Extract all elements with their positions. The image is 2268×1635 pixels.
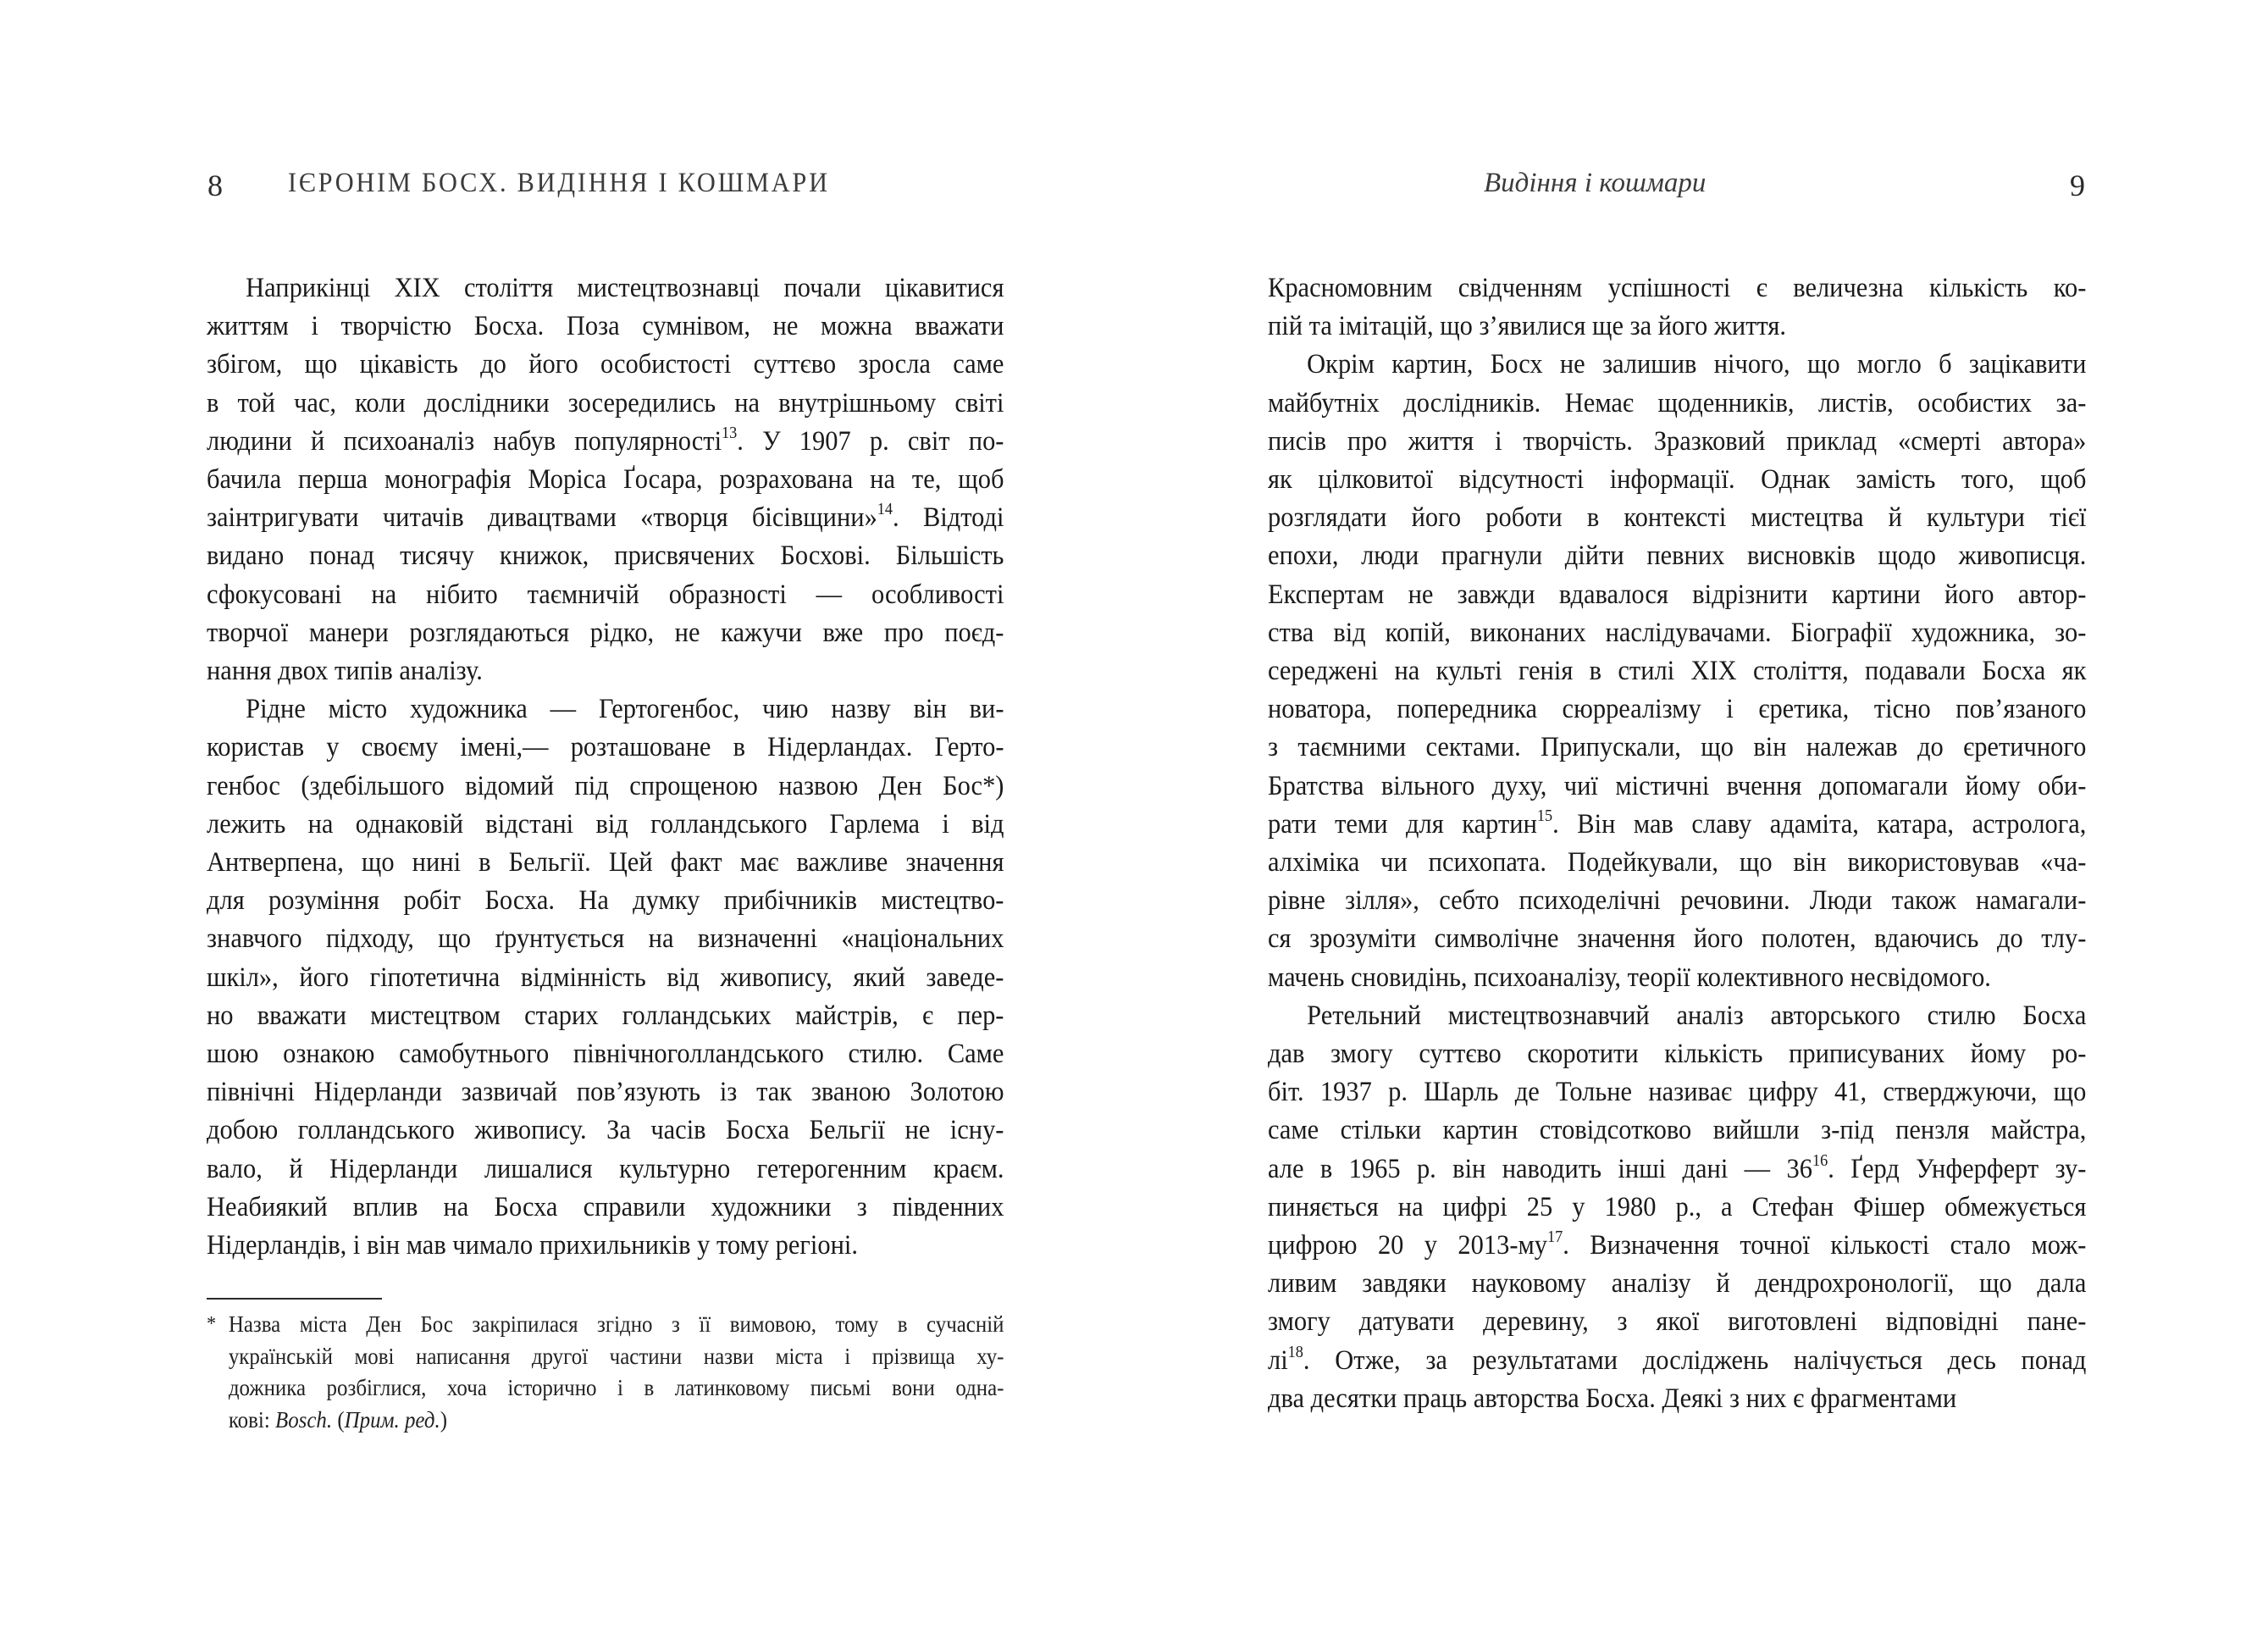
text-segment: людини й психоаналіз набув популярності xyxy=(207,425,722,457)
editor-note: Прим. ред. xyxy=(344,1406,440,1433)
text-line: Нідерландів, і він мав чимало прихильників у тому регіоні. xyxy=(207,1230,858,1261)
text-line: Ретельний мистецтвознавчий аналіз авторського стилю Босха xyxy=(1307,1000,2087,1031)
text-line: Красномовним свідченням успішності є величезна кількість ко- xyxy=(1268,273,2087,303)
paragraph xyxy=(1268,269,2086,346)
text-segment: заінтригувати читачів дивацтвами «творця бісівщини» xyxy=(207,502,877,534)
text-line: епохи, люди прагнули дійти певних висновків щодо живописця. xyxy=(1268,540,2087,572)
text-line: саме стільки картин стовідсотково вийшли з-під пензля майстра, xyxy=(1268,1115,2087,1146)
paragraph xyxy=(1268,997,2086,1418)
text-line xyxy=(1268,806,2086,844)
text-line: два десятки праць авторства Босха. Деякі з них є фрагментами xyxy=(1268,1383,1957,1414)
right-page xyxy=(1134,0,2268,1635)
text-line: генбос (здебільшого відомий під спрощеною назвою Ден Бос*) xyxy=(207,770,1004,801)
text-line: рівне зілля», себто психоделічні речовини. Люди також намагали- xyxy=(1268,885,2087,917)
endnote-reference[interactable]: 15 xyxy=(1536,806,1553,825)
footnote-line: дожника розбіглися, хоча історично і в латинковому письмі вони одна- xyxy=(228,1375,1004,1400)
running-head: Видіння і кошмари xyxy=(1484,168,1707,198)
text-line: но вважати мистецтвом старих голландських майстрів, є пер- xyxy=(207,1000,1004,1031)
text-line: збігом, що цікавість до його особистості суттєво зросла саме xyxy=(207,349,1004,380)
footnote-text xyxy=(229,1309,1004,1436)
paragraph xyxy=(207,269,1004,690)
text-line: пиняється на цифрі 25 у 1980 р., а Стефан Фішер обмежується xyxy=(1268,1191,2087,1222)
text-segment: але в 1965 р. він наводить інші дані — 36 xyxy=(1268,1153,1812,1184)
text-line: бачила перша монографія Моріса Ґосара, розрахована на те, щоб xyxy=(207,464,1004,496)
text-segment: . У 1907 р. світ по- xyxy=(737,425,1004,457)
text-segment: . Відтоді xyxy=(893,502,1004,534)
text-line xyxy=(1268,1150,2086,1189)
text-line: для розуміння робіт Босха. На думку прибічників мистецтво- xyxy=(207,885,1004,917)
text-line: Братства вільного духу, чиї містичні вчення допомагали йому оби- xyxy=(1268,770,2087,801)
text-segment: . Отже, за результатами досліджень налічується десь понад xyxy=(1303,1344,2087,1376)
body-text xyxy=(207,269,1004,1265)
endnote-reference[interactable]: 17 xyxy=(1546,1228,1563,1247)
text-line: дав змогу суттєво скоротити кількість приписуваних йому ро- xyxy=(1268,1039,2087,1070)
text-line: як цілковитої відсутності інформації. Однак замість того, щоб xyxy=(1268,464,2087,496)
page-number: 9 xyxy=(2070,169,2085,202)
text-line: північні Нідерланди зазвичай пов’язують із так званою Золотою xyxy=(207,1077,1004,1108)
text-line: користав у своєму імені,— розташоване в Нідерландах. Герто- xyxy=(207,732,1004,763)
text-segment: . Ґерд Унферферт зу- xyxy=(1828,1153,2087,1184)
endnote-reference[interactable]: 16 xyxy=(1812,1150,1828,1170)
text-line: знавчого підходу, що ґрунтується на визначенні «національних xyxy=(207,923,1004,955)
footnote-italic-term: Bosch. xyxy=(274,1406,333,1433)
footnote-rule xyxy=(207,1298,382,1300)
text-line: біт. 1937 р. Шарль де Тольне називає цифру 41, стверджуючи, що xyxy=(1268,1077,2087,1108)
text-line: пій та імітацій, що з’явилися ще за його життя. xyxy=(1268,311,1787,342)
footnote-line xyxy=(229,1405,1004,1437)
text-line: мачень сновидінь, психоаналізу, теорії колективного несвідомого. xyxy=(1268,962,1991,993)
endnote-reference[interactable]: 18 xyxy=(1287,1342,1303,1361)
text-line: видано понад тисячу книжок, присвячених Босхові. Більшість xyxy=(207,540,1004,572)
text-line: шкіл», його гіпотетична відмінність від живопису, який заведе- xyxy=(207,962,1004,993)
text-line: майбутніх дослідників. Немає щоденників, листів, особистих за- xyxy=(1268,387,2087,418)
text-line: лежить на однаковій відстані від голландського Гарлема і від xyxy=(207,808,1004,840)
footnote-line: Назва міста Ден Бос закріпилася згідно з її вимовою, тому в сучасній xyxy=(228,1311,1004,1337)
text-line xyxy=(1268,1342,2086,1380)
footnote-mark: * xyxy=(207,1313,217,1335)
endnote-reference[interactable]: 14 xyxy=(877,500,893,519)
text-line: Антверпена, що нині в Бельгії. Цей факт має важливе значення xyxy=(207,847,1004,878)
page-number: 8 xyxy=(207,169,223,202)
text-line xyxy=(207,499,1004,537)
text-line: ливим завдяки науковому аналізу й дендрохронології, що дала xyxy=(1268,1268,2087,1300)
text-segment: цифрою 20 у 2013-му xyxy=(1268,1230,1547,1261)
text-line: нання двох типів аналізу. xyxy=(207,656,483,687)
text-segment: . Визначення точної кількості стало мож- xyxy=(1563,1230,2087,1261)
text-line: в той час, коли дослідники зосередились на внутрішньому світі xyxy=(207,387,1004,418)
text-line: шою ознакою самобутнього північноголландського стилю. Саме xyxy=(207,1039,1004,1070)
text-line: творчої манери розглядаються рідко, не кажучи вже про поєд- xyxy=(207,617,1004,648)
text-segment: . Він мав славу адаміта, катара, астролога, xyxy=(1552,808,2087,840)
text-line: ства від копій, виконаних наслідувачами. Біографії художника, зо- xyxy=(1268,617,2087,648)
footnote-text-segment: кові: xyxy=(228,1406,275,1433)
text-line: Наприкінці XIX століття мистецтвознавці почали цікавитися xyxy=(246,273,1004,303)
footnote xyxy=(207,1309,1004,1436)
text-line: Окрім картин, Босх не залишив нічого, що могло б зацікавити xyxy=(1307,349,2087,380)
footnote-text-segment: ) xyxy=(440,1406,447,1433)
text-line xyxy=(207,423,1004,461)
text-line: Експертам не завжди вдавалося відрізнити картини його автор- xyxy=(1268,579,2087,610)
text-line: з таємними сектами. Припускали, що він належав до єретичного xyxy=(1268,732,2087,763)
text-line: новатора, попередника сюрреалізму і єретика, тісно пов’язаного xyxy=(1268,694,2087,725)
footnote-text-segment: ( xyxy=(332,1406,345,1433)
paragraph xyxy=(1268,346,2086,996)
paragraph xyxy=(207,690,1004,1265)
text-line: Рідне місто художника — Гертогенбос, чию назву він ви- xyxy=(246,694,1004,725)
text-line: життям і творчістю Босха. Поза сумнівом, не можна вважати xyxy=(207,311,1004,342)
text-line: добою голландського живопису. За часів Босха Бельгії не існу- xyxy=(207,1115,1004,1146)
text-line: алхіміка чи психопата. Подейкували, що він використовував «ча- xyxy=(1268,847,2087,878)
text-line: сфокусовані на нібито таємничій образності — особливості xyxy=(207,579,1004,610)
text-line xyxy=(1268,1227,2086,1265)
text-line: вало, й Нідерланди лишалися культурно гетерогенним краєм. xyxy=(207,1153,1004,1184)
text-line: писів про життя і творчість. Зразковий приклад «смерті автора» xyxy=(1268,425,2087,457)
body-text xyxy=(1268,269,2086,1418)
text-segment: рати теми для картин xyxy=(1268,808,1537,840)
text-line: змогу датувати деревину, з якої виготовлені відповідні пане- xyxy=(1268,1306,2087,1338)
running-head: ІЄРОНІМ БОСХ. ВИДІННЯ І КОШМАРИ xyxy=(288,168,830,198)
endnote-reference[interactable]: 13 xyxy=(722,423,738,442)
text-line: середжені на культі генія в стилі XIX століття, подавали Босха як xyxy=(1268,656,2087,687)
text-line: Неабиякий вплив на Босха справили художники з південних xyxy=(207,1191,1004,1222)
text-line: розглядати його роботи в контексті мистецтва й культури тієї xyxy=(1268,502,2087,534)
text-line: ся зрозуміти символічне значення його полотен, вдаючись до тлу- xyxy=(1268,923,2087,955)
text-segment: лі xyxy=(1268,1344,1288,1376)
footnote-line: українській мові написання другої частини назви міста і прізвища ху- xyxy=(228,1343,1004,1369)
